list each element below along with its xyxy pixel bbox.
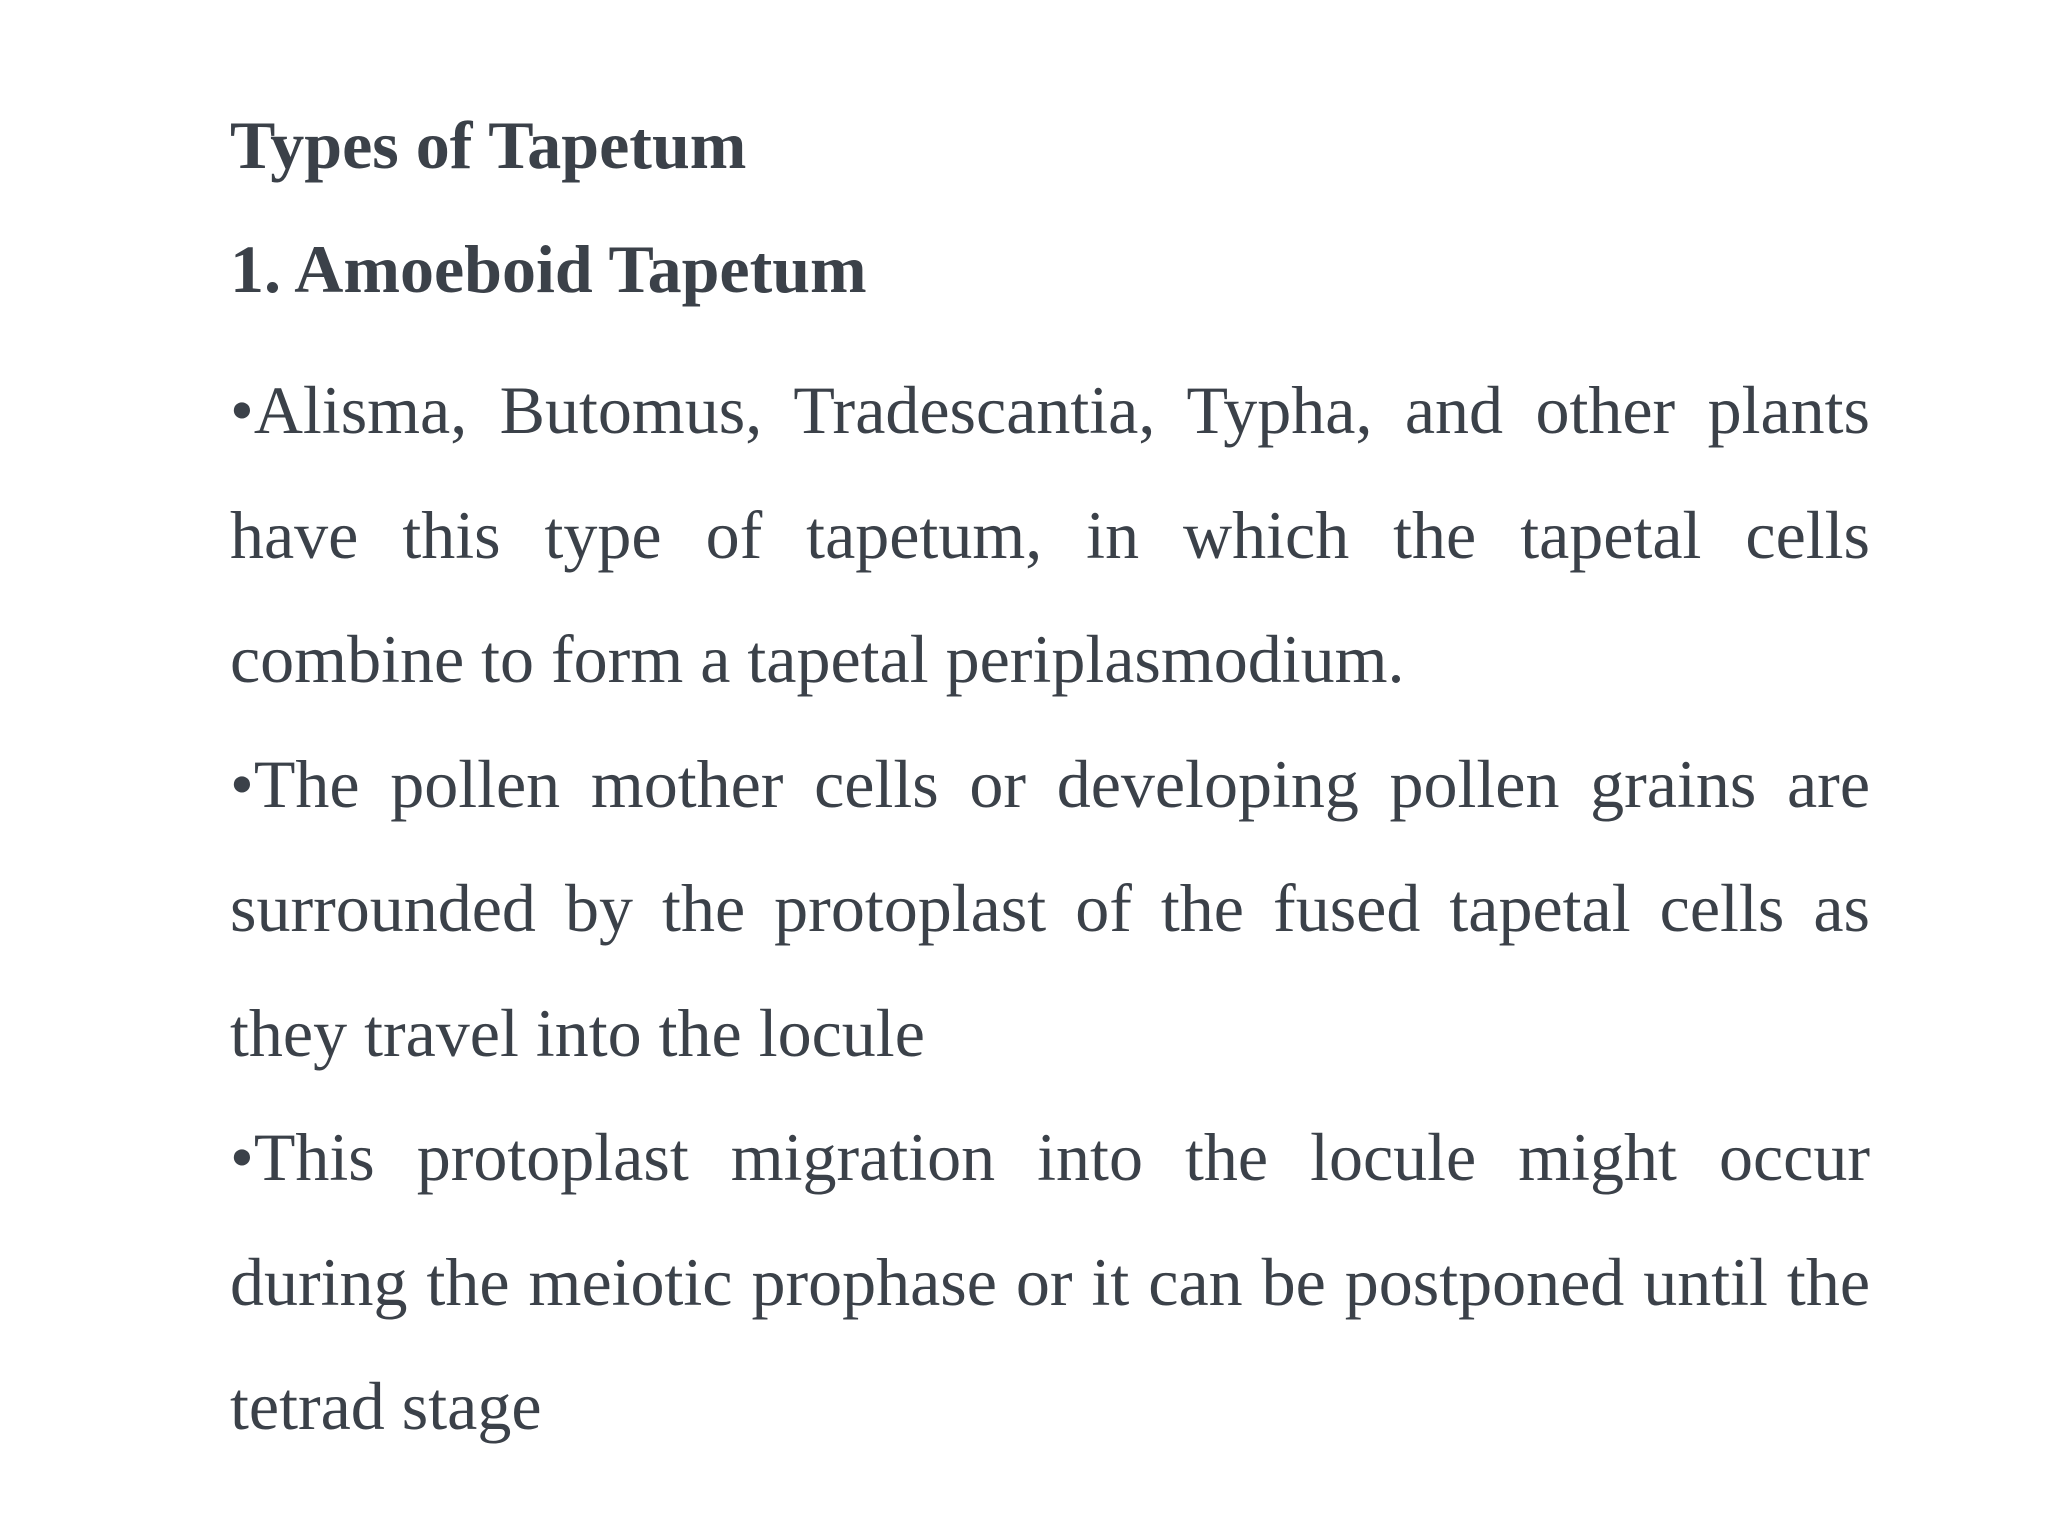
slide-content	[230, 100, 1870, 1469]
bullet-marker: •	[230, 1119, 254, 1195]
bullet-marker: •	[230, 745, 254, 822]
bullet-text: This protoplast migration into the locule might occur during the meiotic prophase or it can be postponed until the tetrad stage	[230, 1119, 1870, 1444]
bullet-item-1	[230, 348, 1870, 722]
bullet-item-2	[230, 722, 1870, 1096]
bullet-item-3	[230, 1095, 1870, 1469]
bullet-marker: •	[230, 372, 254, 448]
section-heading: 1. Amoeboid Tapetum	[230, 231, 867, 307]
slide-title: Types of Tapetum	[230, 107, 747, 183]
bullet-text: Alisma, Butomus, Tradescantia, Typha, and other plants have this type of tapetum, in which the tapetal cells combine to form a tapetal periplasmodium.	[230, 372, 1870, 697]
bullet-text: The pollen mother cells or developing pollen grains are surrounded by the protoplast of the fused tapetal cells as they travel into the locule	[230, 745, 1870, 1071]
